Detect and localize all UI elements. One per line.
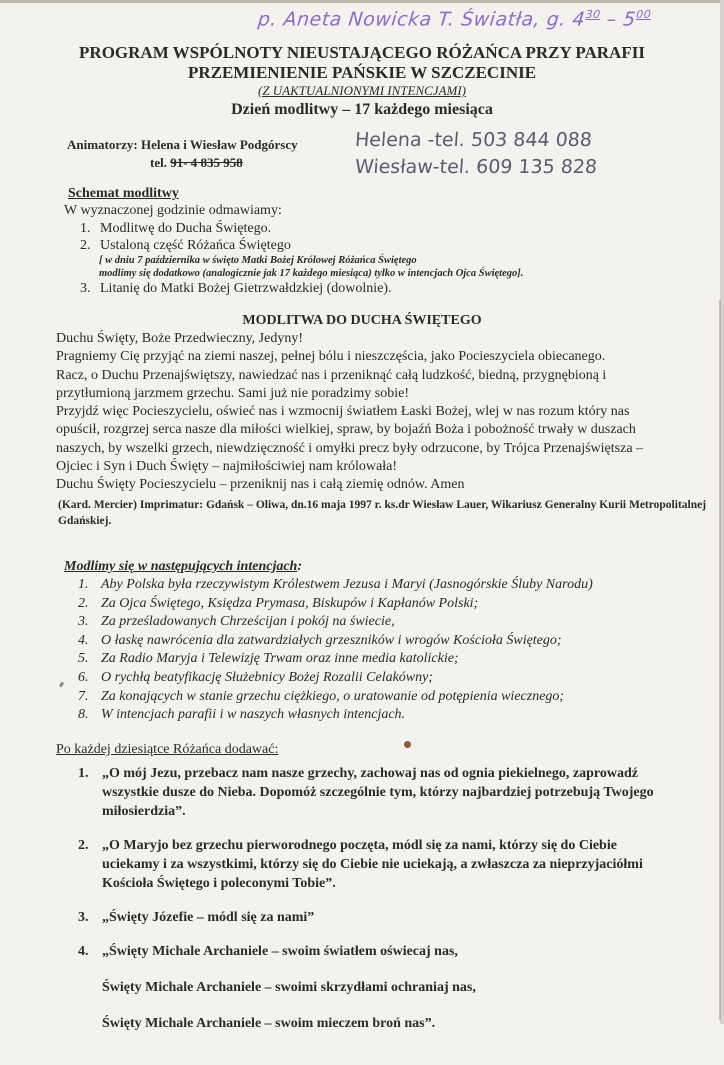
intention-text: Za Radio Maryja i Telewizję Trwam oraz inne media katolickie;: [101, 651, 459, 667]
intention-number: 2.: [78, 595, 89, 611]
struck-phone-number: 91- 4 835 958: [170, 155, 243, 170]
intention-text: Za prześladowanych Chrześcijan i pokój na świecie,: [101, 614, 395, 630]
decade-prayer-number: 4.: [78, 944, 89, 959]
animators-label: Animatorzy: Helena i Wiesław Podgórscy: [67, 137, 298, 152]
schema-note-line-1: [ w dniu 7 października w święto Matki Bożej Królowej Różańca Świętego: [99, 255, 417, 266]
handwritten-time-end: – 5: [598, 8, 637, 31]
handwritten-time-minutes-2: 00: [635, 8, 652, 21]
schema-item-text: Litanię do Matki Bożej Gietrzwałdzkiej (dowolnie).: [100, 281, 392, 296]
decade-prayer-item: [78, 908, 718, 927]
schema-item-number: 2.: [80, 238, 91, 253]
schema-item: [80, 280, 523, 297]
decade-prayer-item: [78, 764, 718, 821]
intention-item: [78, 650, 593, 669]
prayer-line: naszych, by wszelki grzech, niewdzięczność i omyłki precz były odrzucone, by Trójca Przenajświętsza –: [56, 440, 644, 456]
decade-prayer-line: „Święty Michale Archaniele – swoim światłem oświecaj nas,: [102, 944, 458, 959]
decade-prayer-line: „Święty Józefie – módl się za nami”: [102, 910, 315, 925]
prayer-line: Ojciec i Syn i Duch Święty – najmiłościwiej nam królowała!: [56, 459, 397, 475]
intention-item: [78, 688, 593, 707]
intention-number: 4.: [78, 632, 89, 648]
intention-item: [78, 706, 593, 725]
scan-edge-top: [0, 0, 724, 3]
intention-item: [78, 669, 593, 688]
intention-item: [78, 595, 593, 614]
prayer-line: Przyjdź więc Pocieszycielu, oświeć nas i wzmocnij światłem Łaski Bożej, wlej w nas rozum który nas: [56, 404, 630, 420]
intentions-heading-colon: :: [297, 559, 303, 574]
intentions-heading: [64, 559, 302, 575]
prayer-line: przytłumioną jarzmem grzechu. Sami już nie poradzimy sobie!: [56, 385, 409, 401]
intention-text: O rychłą beatyfikację Służebnicy Bożej Rozalii Celakówny;: [101, 669, 434, 685]
decade-prayer-line: Święty Michale Archaniele – swoimi skrzydłami ochraniaj nas,: [102, 980, 476, 995]
decade-prayer-line: wszystkie dusze do Nieba. Dopomóż szczególnie tym, którzy najbardziej potrzebują Twojego: [102, 785, 654, 800]
intention-text: Za konających w stanie grzechu ciężkiego, o uratowanie od potępienia wiecznego;: [101, 688, 565, 704]
intentions-list: [78, 576, 593, 725]
handwritten-contact-note: [257, 8, 652, 30]
intention-number: 6.: [78, 669, 89, 685]
decade-prayer-line: Kościoła Świętego i poleconymi Tobie”.: [102, 876, 336, 891]
document-title-line-2: PRZEMIENIENIE PAŃSKIE W SZCZECINIE: [187, 63, 537, 82]
decade-prayer-line: „O mój Jezu, przebacz nam nasze grzechy, zachowaj nas od ognia piekielnego, zaprowadź: [102, 766, 638, 781]
prayer-line: Duchu Święty, Boże Przedwieczny, Jedyny!: [56, 331, 304, 346]
intention-text: Aby Polska była rzeczywistym Królestwem Jezusa i Maryi (Jasnogórskie Śluby Narodu): [101, 577, 593, 592]
handwritten-phone-helena: Helena -tel. 503 844 088: [354, 129, 593, 151]
intention-item: [78, 576, 593, 595]
schema-heading: Schemat modlitwy: [68, 186, 179, 201]
imprimatur-note: (Kard. Mercier) Imprimatur: Gdańsk – Oliwa, dn.16 maja 1997 r. ks.dr Wiesław Lauer, Wikariusz Generalny Kurii Metropolitalnej Gdańskiej.: [58, 499, 707, 527]
intentions-heading-text: Modlimy się w następujących intencjach: [64, 559, 298, 574]
intention-number: 3.: [78, 614, 89, 630]
prayer-day-heading: Dzień modlitwy – 17 każdego miesiąca: [231, 101, 493, 118]
schema-note-line-2: modlimy się dodatkowo (analogicznie jak 17 każdego miesiąca) tylko w intencjach Ojca Świętego].: [99, 268, 524, 279]
prayer-line: Pragniemy Cię przyjąć na ziemi naszej, pełnej bólu i nieszczęścia, jako Pocieszyciela obiecanego.: [56, 349, 606, 365]
prayer-line: Duchu Święty Pocieszycielu – przeniknij nas i całą ziemię odnów. Amen: [56, 477, 465, 493]
schema-item-number: 1.: [80, 221, 91, 236]
prayer-text: [56, 330, 716, 495]
schema-item-text: Ustaloną część Różańca Świętego: [100, 238, 291, 253]
decade-additions-heading: Po każdej dziesiątce Różańca dodawać:: [56, 742, 279, 757]
decade-prayer-number: 1.: [78, 766, 89, 781]
decade-prayer-line: Święty Michale Archaniele – swoim mieczem broń nas”.: [102, 1016, 436, 1031]
intention-number: 7.: [78, 688, 89, 704]
paper-stain: [404, 741, 411, 748]
intention-number: 8.: [78, 707, 89, 723]
decade-prayer-line: uciekamy i za wszystkimi, którzy się do Ciebie nie uciekają, a zwłaszcza za nieprzyjaciółmi: [102, 857, 643, 872]
decade-additions-list: [78, 764, 718, 1065]
decade-prayer-line: miłosierdzia”.: [102, 804, 186, 819]
intention-text: W intencjach parafii i w naszych własnych intencjach.: [101, 707, 406, 723]
intention-text: O łaskę nawrócenia dla zatwardziałych grzeszników i wrogów Kościoła Świętego;: [101, 632, 562, 648]
schema-list: [80, 220, 523, 297]
schema-item: [80, 237, 523, 254]
handwritten-note-text: p. Aneta Nowicka T. Światła, g. 4: [256, 8, 587, 31]
schema-item: [80, 220, 523, 237]
schema-intro: W wyznaczonej godzinie odmawiamy:: [64, 203, 282, 218]
intention-number: 5.: [78, 651, 89, 667]
decade-prayer-item: [78, 836, 718, 893]
prayer-line: Racz, o Duchu Przenajświętszy, nawiedzać nas i przeniknąć całą ludzkość, biedną, przygnębioną i: [56, 367, 607, 383]
decade-prayer-item: [78, 942, 718, 1050]
decade-prayer-number: 2.: [78, 838, 89, 853]
scan-edge-shadow: [719, 300, 721, 1020]
handwritten-time-minutes-1: 30: [584, 8, 602, 21]
document-subtitle: (Z UAKTUALNIONYMI INTENCJAMI): [257, 83, 466, 98]
document-title-line-1: PROGRAM WSPÓLNOTY NIEUSTAJĄCEGO RÓŻAŃCA PRZY PARAFII: [79, 43, 645, 62]
prayer-line: opuścił, rozgrzej serca nasze dla miłości wielkiej, spraw, by bojaźń Boża i pobożność trwały w duszach: [56, 422, 636, 438]
handwritten-phone-wieslaw: Wiesław-tel. 609 135 828: [354, 156, 598, 178]
decade-prayer-number: 3.: [78, 910, 89, 925]
intention-item: [78, 613, 593, 632]
animators-phone: [150, 155, 243, 171]
phone-prefix: tel.: [150, 155, 171, 170]
decade-prayer-line: „O Maryjo bez grzechu pierworodnego poczęta, módl się za nami, którzy się do Ciebie: [102, 838, 617, 853]
pen-tick-mark: [59, 682, 64, 688]
schema-item-number: 3.: [80, 281, 91, 296]
intention-text: Za Ojca Świętego, Księdza Prymasa, Biskupów i Kapłanów Polski;: [101, 595, 479, 611]
intention-item: [78, 632, 593, 651]
schema-item-text: Modlitwę do Ducha Świętego.: [100, 221, 272, 236]
prayer-title: MODLITWA DO DUCHA ŚWIĘTEGO: [242, 313, 482, 328]
intention-number: 1.: [78, 577, 89, 592]
